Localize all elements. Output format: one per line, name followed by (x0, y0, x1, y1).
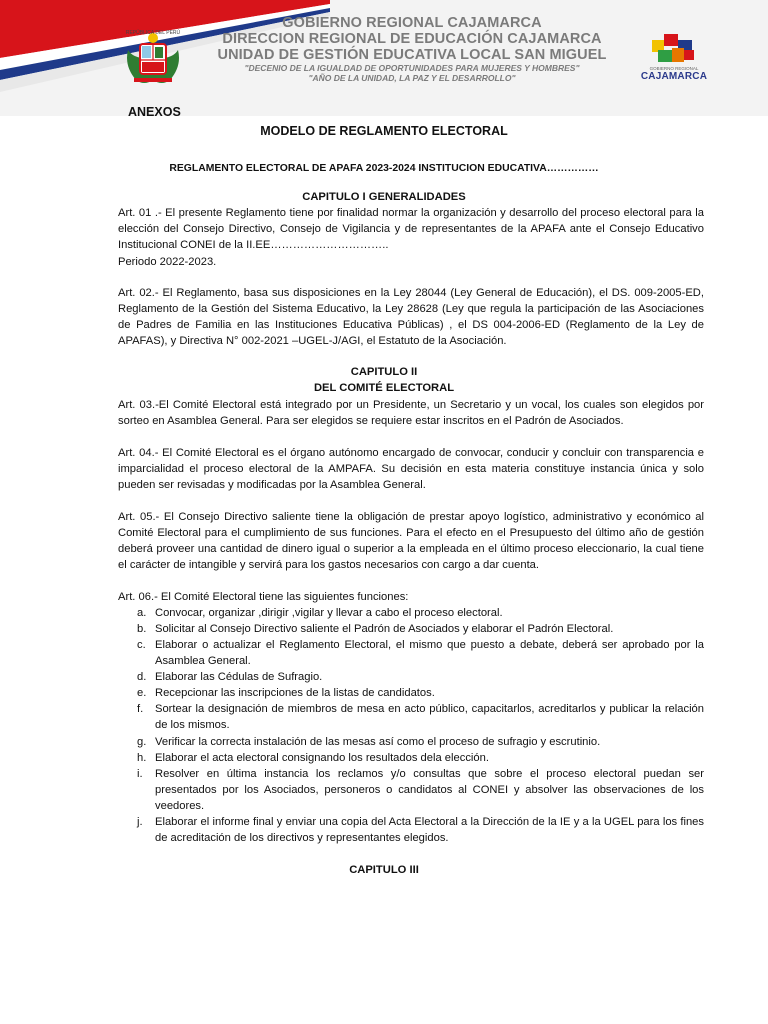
article-05: Art. 05.- El Consejo Directivo saliente tiene la obligación de prestar apoyo logístico, administrativo y económico al Comité Electoral para el cumplimiento de sus funciones. Para el efecto en el Presupuesto del último año de gestión deberá proveer una cantidad de dinero igual o superior a la empleada en el último proceso eleccionario, la cual tiene el carácter de intangible y servirá para los gastos necesarios con cargo a dar cuenta. (118, 511, 704, 572)
item-text: Elaborar las Cédulas de Sufragio. (155, 671, 323, 683)
crest-label: REPÚBLICA DEL PERÚ (125, 30, 181, 36)
chapter-3-heading: CAPITULO III (349, 864, 419, 876)
chapter-2-heading: CAPITULO II (350, 366, 418, 378)
item-text: Verificar la correcta instalación de las mesas así como el proceso de sufragio y escrutinio. (155, 736, 601, 748)
item-text: Elaborar o actualizar el Reglamento Electoral, el mismo que puesto a debate, deberá ser aprobado por la Asamblea General. (155, 639, 704, 668)
article-01: Art. 01 .- El presente Reglamento tiene por finalidad normar la organización y desarrollo del proceso electoral para la elección del Consejo Directivo, Consejo de Vigilancia y de representantes de la APAFA ante el Consejo Educativo Institucional CONEI de la II.EE………………………….. (118, 207, 704, 252)
heading-motto-2: "AÑO DE LA UNIDAD, LA PAZ Y EL DESARROLLO" (308, 73, 516, 83)
article-06: Art. 06.- El Comité Electoral tiene las siguientes funciones: (118, 591, 409, 603)
item-letter: c. (137, 639, 146, 651)
article-01-period: Periodo 2022-2023. (118, 256, 217, 268)
item-letter: b. (137, 623, 147, 635)
item-text: Elaborar el acta electoral consignando los resultados dela elección. (155, 752, 489, 764)
article-04: Art. 04.- El Comité Electoral es el órgano autónomo encargado de convocar, conducir y concluir con transparencia e imparcialidad el proceso electoral de la AMPAFA. Su decisión en esta materia constituye instancia única y solo pueden ser revisadas y modificadas por la Asamblea General. (118, 447, 704, 492)
chapter-1-heading: CAPITULO I GENERALIDADES (302, 191, 466, 203)
logo-caption-small: GOBIERNO REGIONAL (649, 66, 699, 71)
item-text: Recepcionar las inscripciones de la listas de candidatos. (155, 687, 435, 699)
item-text: Solicitar al Consejo Directivo saliente el Padrón de Asociados y elaborar el Padrón Electoral. (155, 623, 614, 635)
item-letter: a. (137, 607, 147, 619)
item-text: Sortear la designación de miembros de mesa en acto público, capacitarlos, acreditarlos y publicar la relación de los mismos. (155, 703, 704, 732)
annex-label: ANEXOS (128, 105, 181, 119)
article-03: Art. 03.-El Comité Electoral está integrado por un Presidente, un Secretario y un vocal, los cuales son elegidos por sorteo en Asamblea General. Para ser elegidos se requiere estar inscritos en el Padrón de Asociados. (118, 399, 704, 428)
heading-line-3: UNIDAD DE GESTIÓN EDUCATIVA LOCAL SAN MIGUEL (217, 47, 607, 63)
chapter-2-title: DEL COMITÉ ELECTORAL (313, 382, 455, 394)
item-letter: e. (137, 687, 147, 699)
heading-line-1: GOBIERNO REGIONAL CAJAMARCA (282, 15, 542, 31)
item-text: Resolver en última instancia los reclamos y/o consultas que sobre el proceso electoral puedan ser presentados por los Asociados, personeros o candidatos al CONEI y absolver las observaciones de los veedores. (155, 768, 704, 813)
heading-line-2: DIRECCION REGIONAL DE EDUCACIÓN CAJAMARCA (222, 31, 602, 47)
item-letter: j. (137, 816, 143, 828)
logo-caption-big: CAJAMARCA (640, 71, 708, 82)
item-letter: f. (137, 703, 144, 715)
item-text: Convocar, organizar ,dirigir ,vigilar y llevar a cabo el proceso electoral. (155, 607, 503, 619)
item-letter: i. (137, 768, 143, 780)
document-title: MODELO DE REGLAMENTO ELECTORAL (260, 124, 508, 138)
item-letter: d. (137, 671, 147, 683)
heading-motto-1: "DECENIO DE LA IGUALDAD DE OPORTUNIDADES PARA MUJERES Y HOMBRES" (244, 63, 580, 73)
item-text: Elaborar el informe final y enviar una copia del Acta Electoral a la Dirección de la IE y a la UGEL para los fines de acreditación de los directivos y representantes elegidos. (155, 816, 704, 845)
document-subtitle: REGLAMENTO ELECTORAL DE APAFA 2023-2024 INSTITUCION EDUCATIVA…………… (169, 163, 599, 174)
item-letter: h. (137, 752, 147, 764)
article-02: Art. 02.- El Reglamento, basa sus disposiciones en la Ley 28044 (Ley General de Educación), el DS. 009-2005-ED, Reglamento de la Gestión del Sistema Educativo, la Ley 28628 (Ley que regula la participación de las Asociaciones de Padres de Familia en las Instituciones Educativa Públicas) , el DS 004-2006-ED (Reglamento de la Ley de APAFAS), y Directiva N° 002-2021 –UGEL-J/AGI, el Estatuto de la Asociación. (118, 287, 704, 348)
item-letter: g. (137, 736, 147, 748)
